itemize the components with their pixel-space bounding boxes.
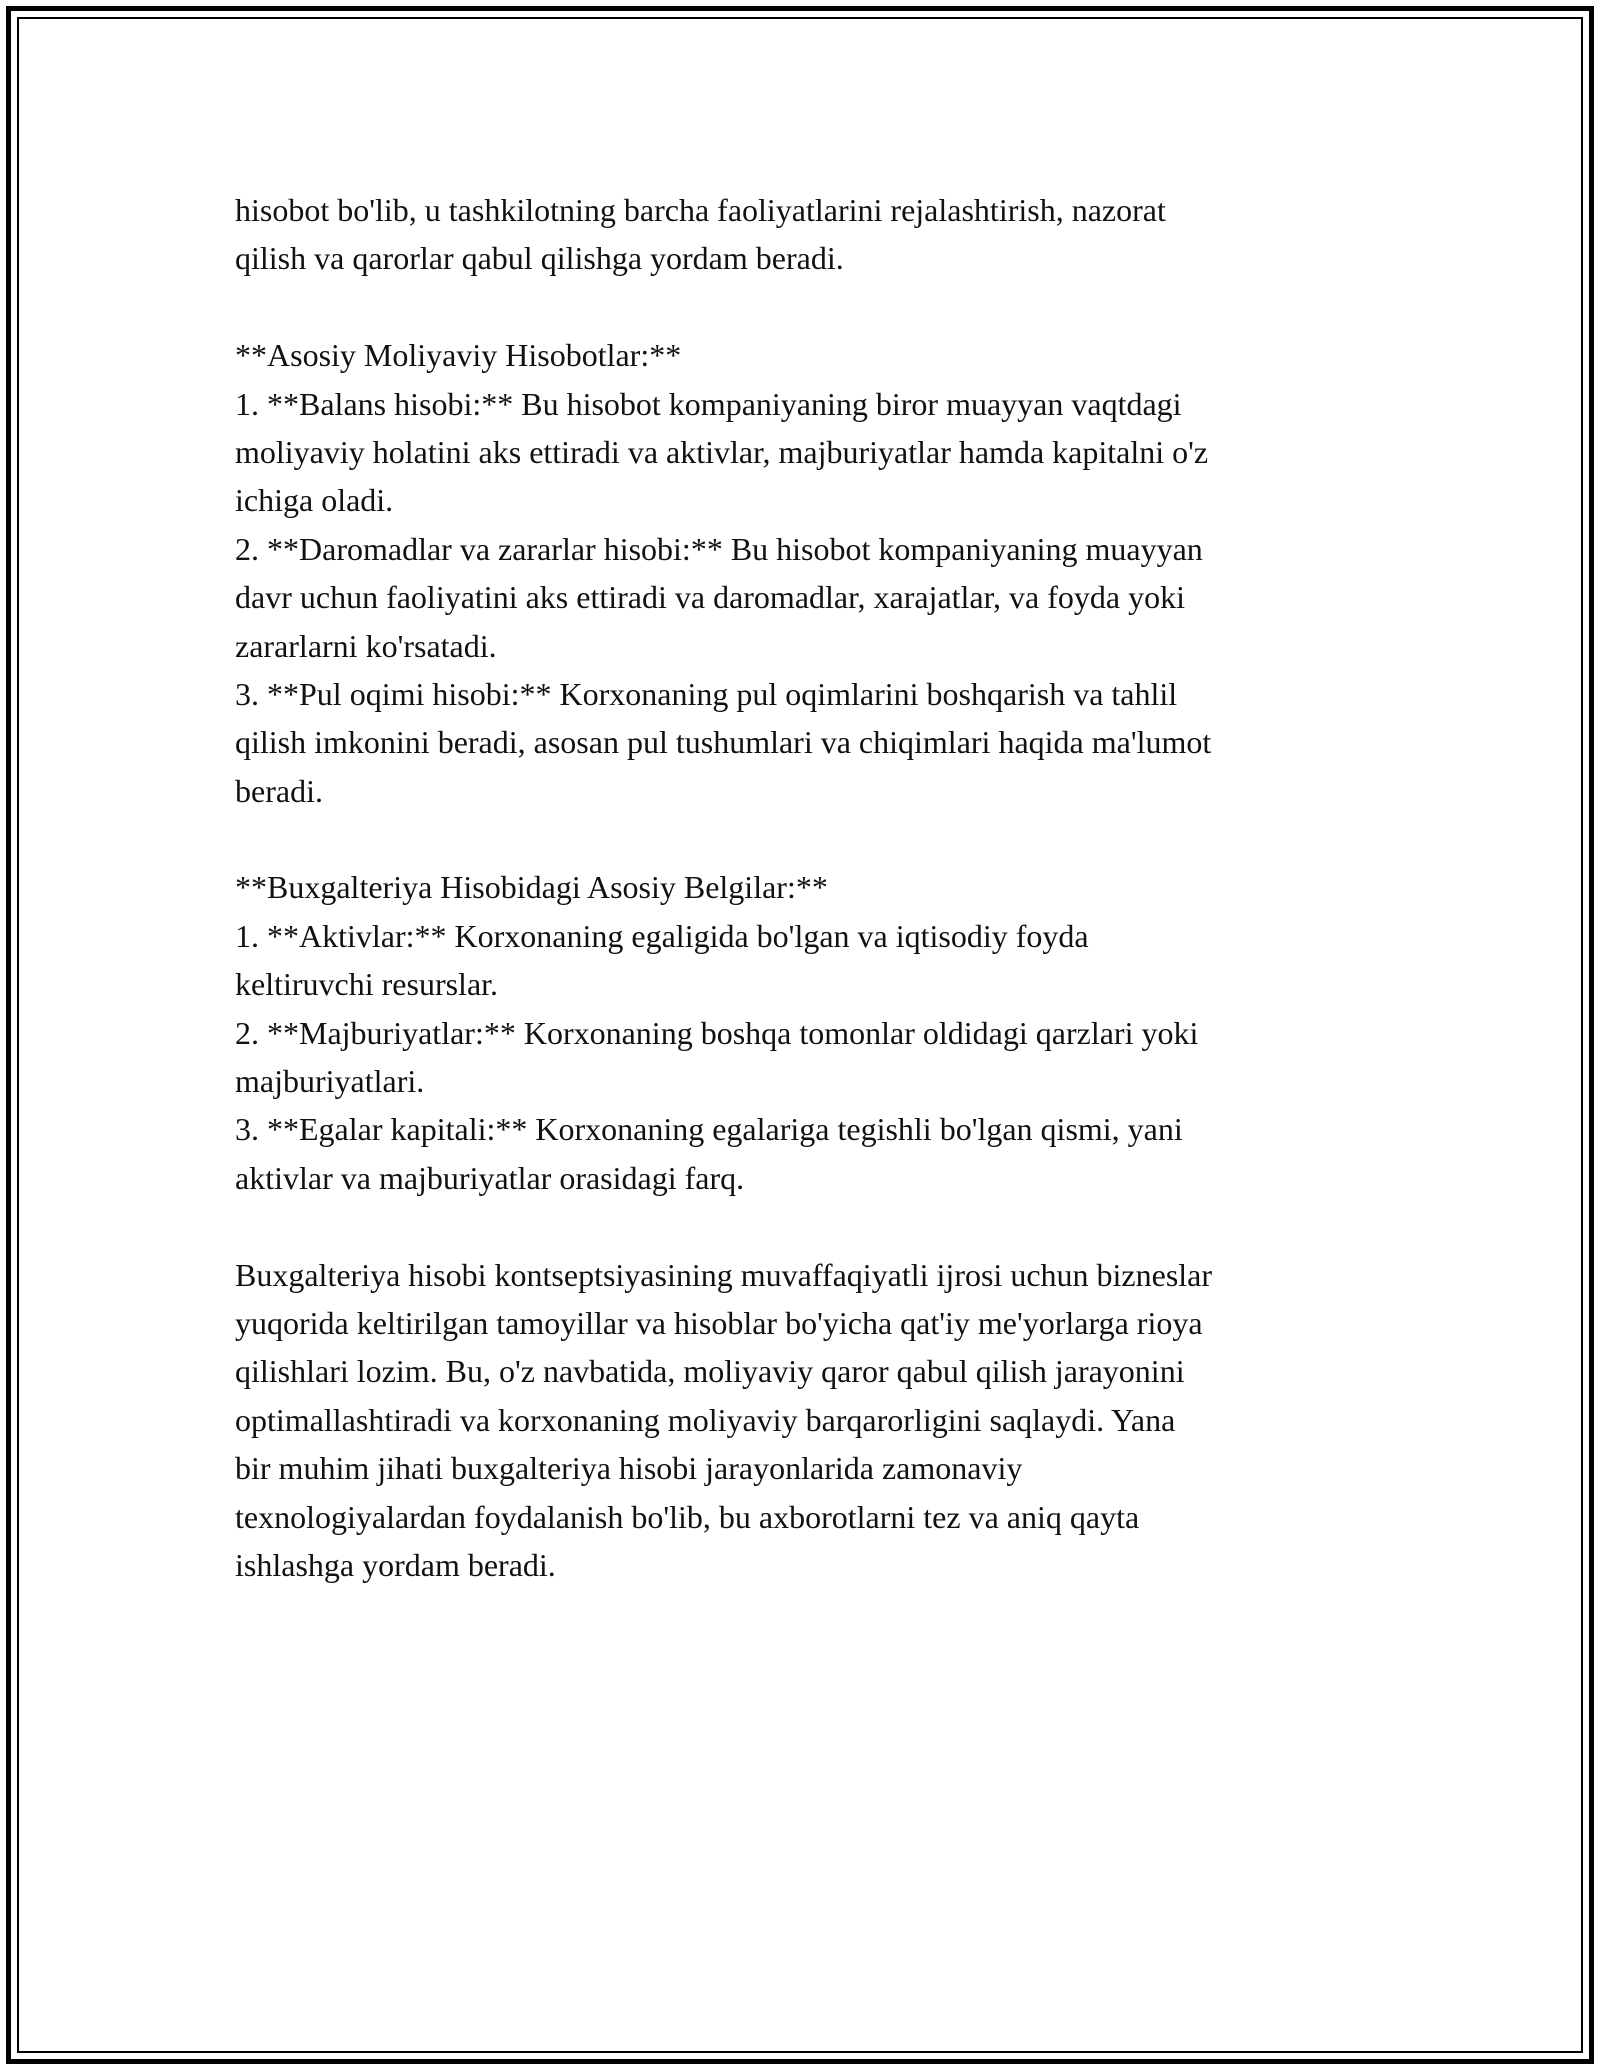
text-line: bir muhim jihati buxgalteriya hisobi jarayonlarida zamonaviy <box>235 1450 1023 1487</box>
paragraph-spacer <box>235 815 1375 863</box>
list-item <box>235 380 1375 525</box>
text-line: qilishlari lozim. Bu, o'z navbatida, moliyaviy qaror qabul qilish jarayonini <box>235 1353 1185 1390</box>
financial-reports-section <box>235 331 1375 815</box>
text-line: 2. **Majburiyatlar:** Korxonaning boshqa tomonlar oldidagi qarzlari yoki <box>235 1014 1199 1051</box>
text-line: 2. **Daromadlar va zararlar hisobi:** Bu hisobot kompaniyaning muayyan <box>235 530 1203 567</box>
text-line: yuqorida keltirilgan tamoyillar va hisoblar bo'yicha qat'iy me'yorlarga rioya <box>235 1304 1203 1341</box>
intro-paragraph <box>235 186 1375 283</box>
document-body <box>235 186 1375 1589</box>
section-heading: **Buxgalteriya Hisobidagi Asosiy Belgilar:** <box>235 869 828 906</box>
text-line: hisobot bo'lib, u tashkilotning barcha faoliyatlarini rejalashtirish, nazorat <box>235 192 1166 228</box>
text-line: ichiga oladi. <box>235 482 394 519</box>
text-line: 1. **Aktivlar:** Korxonaning egaligida bo'lgan va iqtisodiy foyda <box>235 917 1089 954</box>
text-line: davr uchun faoliyatini aks ettiradi va daromadlar, xarajatlar, va foyda yoki <box>235 579 1185 616</box>
section-heading: **Asosiy Moliyaviy Hisobotlar:** <box>235 337 682 374</box>
text-line: optimallashtiradi va korxonaning moliyaviy barqarorligini saqlaydi. Yana <box>235 1401 1176 1438</box>
text-line: aktivlar va majburiyatlar orasidagi farq. <box>235 1159 745 1196</box>
list-item <box>235 1009 1375 1106</box>
text-line: zararlarni ko'rsatadi. <box>235 627 497 664</box>
text-line: texnologiyalardan foydalanish bo'lib, bu axborotlarni tez va aniq qayta <box>235 1498 1140 1535</box>
list-item <box>235 670 1375 815</box>
text-line: majburiyatlari. <box>235 1063 425 1100</box>
list-item <box>235 525 1375 670</box>
text-line: Buxgalteriya hisobi kontseptsiyasining muvaffaqiyatli ijrosi uchun bizneslar <box>235 1256 1213 1293</box>
key-indicators-section <box>235 863 1375 1202</box>
text-line: beradi. <box>235 772 323 809</box>
text-line: 3. **Egalar kapitali:** Korxonaning egalariga tegishli bo'lgan qismi, yani <box>235 1111 1183 1148</box>
list-item <box>235 1105 1375 1202</box>
list-item <box>235 912 1375 1009</box>
paragraph-spacer <box>235 283 1375 331</box>
text-line: 1. **Balans hisobi:** Bu hisobot kompaniyaning biror muayyan vaqtdagi <box>235 385 1182 422</box>
conclusion-paragraph <box>235 1251 1375 1590</box>
text-line: keltiruvchi resurslar. <box>235 966 499 1003</box>
paragraph-spacer <box>235 1202 1375 1250</box>
text-line: qilish va qarorlar qabul qilishga yordam beradi. <box>235 240 844 277</box>
text-line: ishlashga yordam beradi. <box>235 1546 556 1583</box>
text-line: 3. **Pul oqimi hisobi:** Korxonaning pul oqimlarini boshqarish va tahlil <box>235 675 1178 712</box>
text-line: qilish imkonini beradi, asosan pul tushumlari va chiqimlari haqida ma'lumot <box>235 724 1212 761</box>
text-line: moliyaviy holatini aks ettiradi va aktivlar, majburiyatlar hamda kapitalni o'z <box>235 433 1209 470</box>
